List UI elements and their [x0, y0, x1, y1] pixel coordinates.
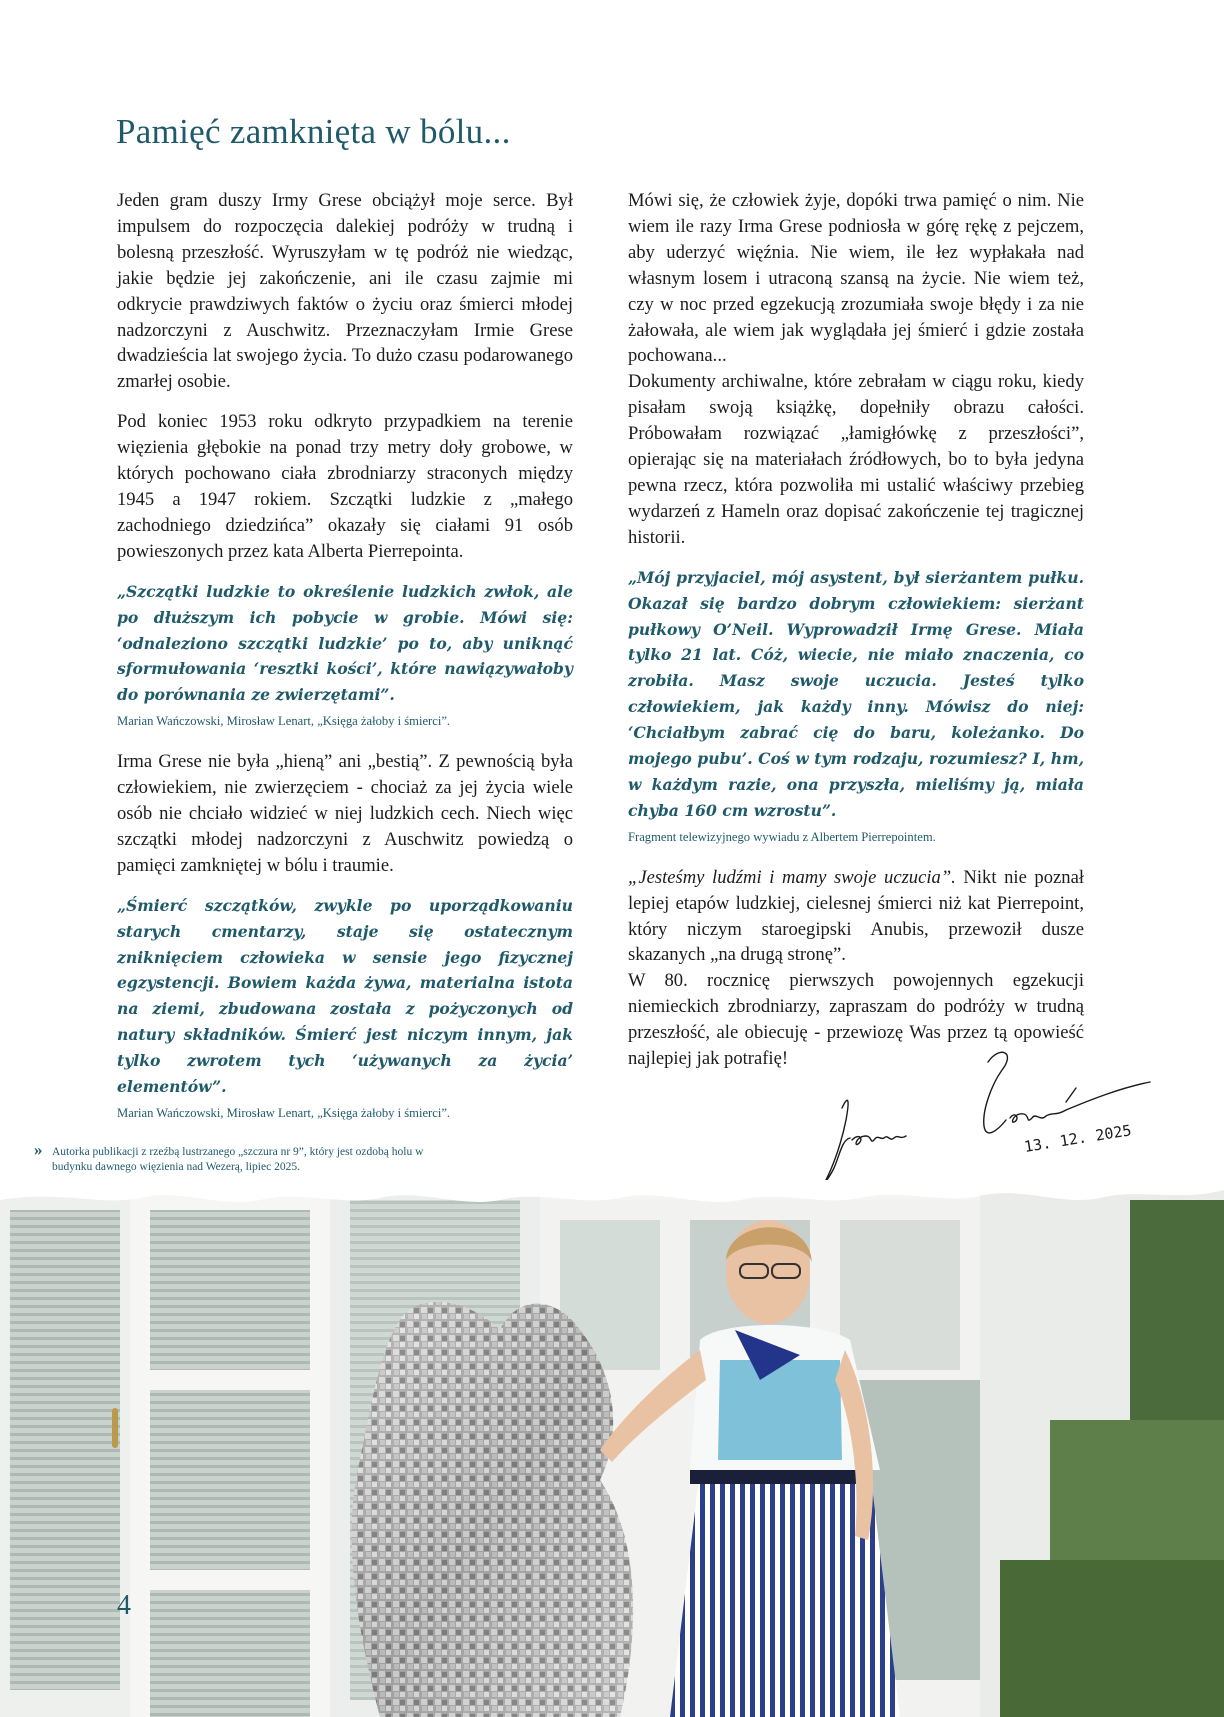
- block-quote: „Mój przyjaciel, mój asystent, był sierżantem pułku. Okazał się bardzo dobrym człowiekiem: sierżant pułkowy O’Neil. Wyprowadził Irmę Grese. Miała tylko 21 lat. Cóż, wiecie, nie miało znaczenia, co zrobiła. Masz swoje uczucia. Jesteś tylko człowiekiem, jak każdy inny. Mówisz do niej: ‘Chciałbym zabrać cię do baru, koleżanko. Do mojego pubu’. Coś w tym rodzaju, rozumiesz? I, hm, w każdym razie, ona przyszła, mieliśmy ją, miała chyba 160 cm wzrostu”.: [628, 567, 1084, 820]
- quote-citation: Marian Wańczowski, Mirosław Lenart, „Księga żałoby i śmierci”.: [117, 1106, 451, 1120]
- paragraph: Dokumenty archiwalne, które zebrałam w ciągu roku, kiedy pisałam swoją książkę, dopełniły obrazu całości. Próbowałam rozwiązać „łamigłówkę z przeszłości”, opierając się na materiałach źródłowych, bo to była jedyna pewna rzecz, która pozwoliła mi ustalić właściwy przebieg wydarzeń z Hameln oraz dopisać zakończenie tej tragicznej historii.: [628, 371, 1084, 548]
- page-title: Pamięć zamknięta w bólu...: [116, 112, 511, 151]
- caption-text: Autorka publikacji z rzeźbą lustrzanego „szczura nr 9”, który jest ozdobą holu w budynku dawnego więzienia nad Wezerą, lipiec 2025.: [52, 1146, 424, 1173]
- paragraph: Irma Grese nie była „hieną” ani „bestią”. Z pewnością była człowiekiem, nie zwierzęciem - chociaż za jej życia wiele osób nie chciało widzieć w niej ludzkich cech. Niech więc szczątki młodej nadzorczyni z Auschwitz powiedzą o pamięci zamkniętej w bólu i traumie.: [117, 751, 573, 876]
- paragraph: Jeden gram duszy Irmy Grese obciążył moje serce. Był impulsem do rozpoczęcia dalekiej podróży w trudną i bolesną przeszłość. Wyruszyłam w tę podróż nie wiedząc, jakie będzie jej zakończenie, ani ile czasu zajmie mi odkrycie prawdziwych faktów o życiu oraz śmierci młodej nadzorczyni z Auschwitz. Przeznaczyłam Irmie Grese dwadzieścia lat swojego życia. To dużo czasu podarowanego zmarłej osobie.: [117, 190, 573, 393]
- inline-quote: „Jesteśmy ludźmi i mamy swoje uczucia”.: [628, 866, 956, 888]
- photo-caption: [34, 1140, 454, 1175]
- left-column: [117, 188, 573, 1141]
- quote-citation: Fragment telewizyjnego wywiadu z Albertem Pierrepointem.: [628, 829, 936, 844]
- block-quote: „Szczątki ludzkie to określenie ludzkich zwłok, ale po dłuższym ich pobycie w grobie. Mówi się: ‘odnaleziono szczątki ludzkie’ po to, aby uniknąć sformułowania ‘resztki kości’, które nawiązywałoby do porównania ze zwierzętami”.: [117, 581, 573, 705]
- handwritten-signature: [820, 1040, 1160, 1190]
- paragraph: Pod koniec 1953 roku odkryto przypadkiem na terenie więzienia głębokie na ponad trzy metry doły grobowe, w których pochowano ciała zbrodniarzy straconych między 1945 a 1947 rokiem. Szczątki ludzkie z „małego zachodniego dziedzińca” okazały się ciałami 91 osób powieszonych przez kata Alberta Pierrepointa.: [117, 411, 573, 562]
- right-column: [628, 188, 1084, 1086]
- paragraph: Mówi się, że człowiek żyje, dopóki trwa pamięć o nim. Nie wiem ile razy Irma Grese podniosła w górę rękę z pejczem, aby uderzyć więźnia. Nie wiem, ile łez wypłakała nad własnym losem i utraconą szansą na życie. Nie wiem też, czy w noc przed egzekucją zrozumiała swoje błędy i za nie żałowała, ale wiem jak wyglądała jej śmierć i gdzie została pochowana...: [628, 190, 1084, 367]
- page-number: 4: [117, 1590, 131, 1621]
- quote-citation: Marian Wańczowski, Mirosław Lenart, „Księga żałoby i śmierci”.: [117, 714, 451, 729]
- caption-arrow-icon: »: [34, 1140, 43, 1159]
- author-photo: [0, 1180, 1224, 1717]
- paragraph: [628, 865, 1084, 969]
- paragraph-text: Nikt nie poznał lepiej etapów ludzkiej, cielesnej śmierci niż kat Pierrepoint, który niczym staroegipski Anubis, przewoził dusze skazanych „na drugą stronę”.: [628, 866, 1084, 966]
- paragraph: W 80. rocznicę pierwszych powojennych egzekucji niemieckich zbrodniarzy, zapraszam do podróży w trudną przeszłość, ale obiecuję - przewiozę Was przez tą opowieść najlepiej jak potrafię!: [628, 970, 1084, 1070]
- signature-date: 13. 12. 2025: [1022, 1121, 1133, 1156]
- block-quote: „Śmierć szczątków, zwykle po uporządkowaniu starych cmentarzy, staje się ostatecznym zniknięciem człowieka w sensie jego fizycznej egzystencji. Bowiem każda żywa, materialna istota na ziemi, zbudowana została z pożyczonych od natury składników. Śmierć jest niczym innym, jak tylko zwrotem tych ‘używanych za życia’ elementów”.: [117, 895, 573, 1097]
